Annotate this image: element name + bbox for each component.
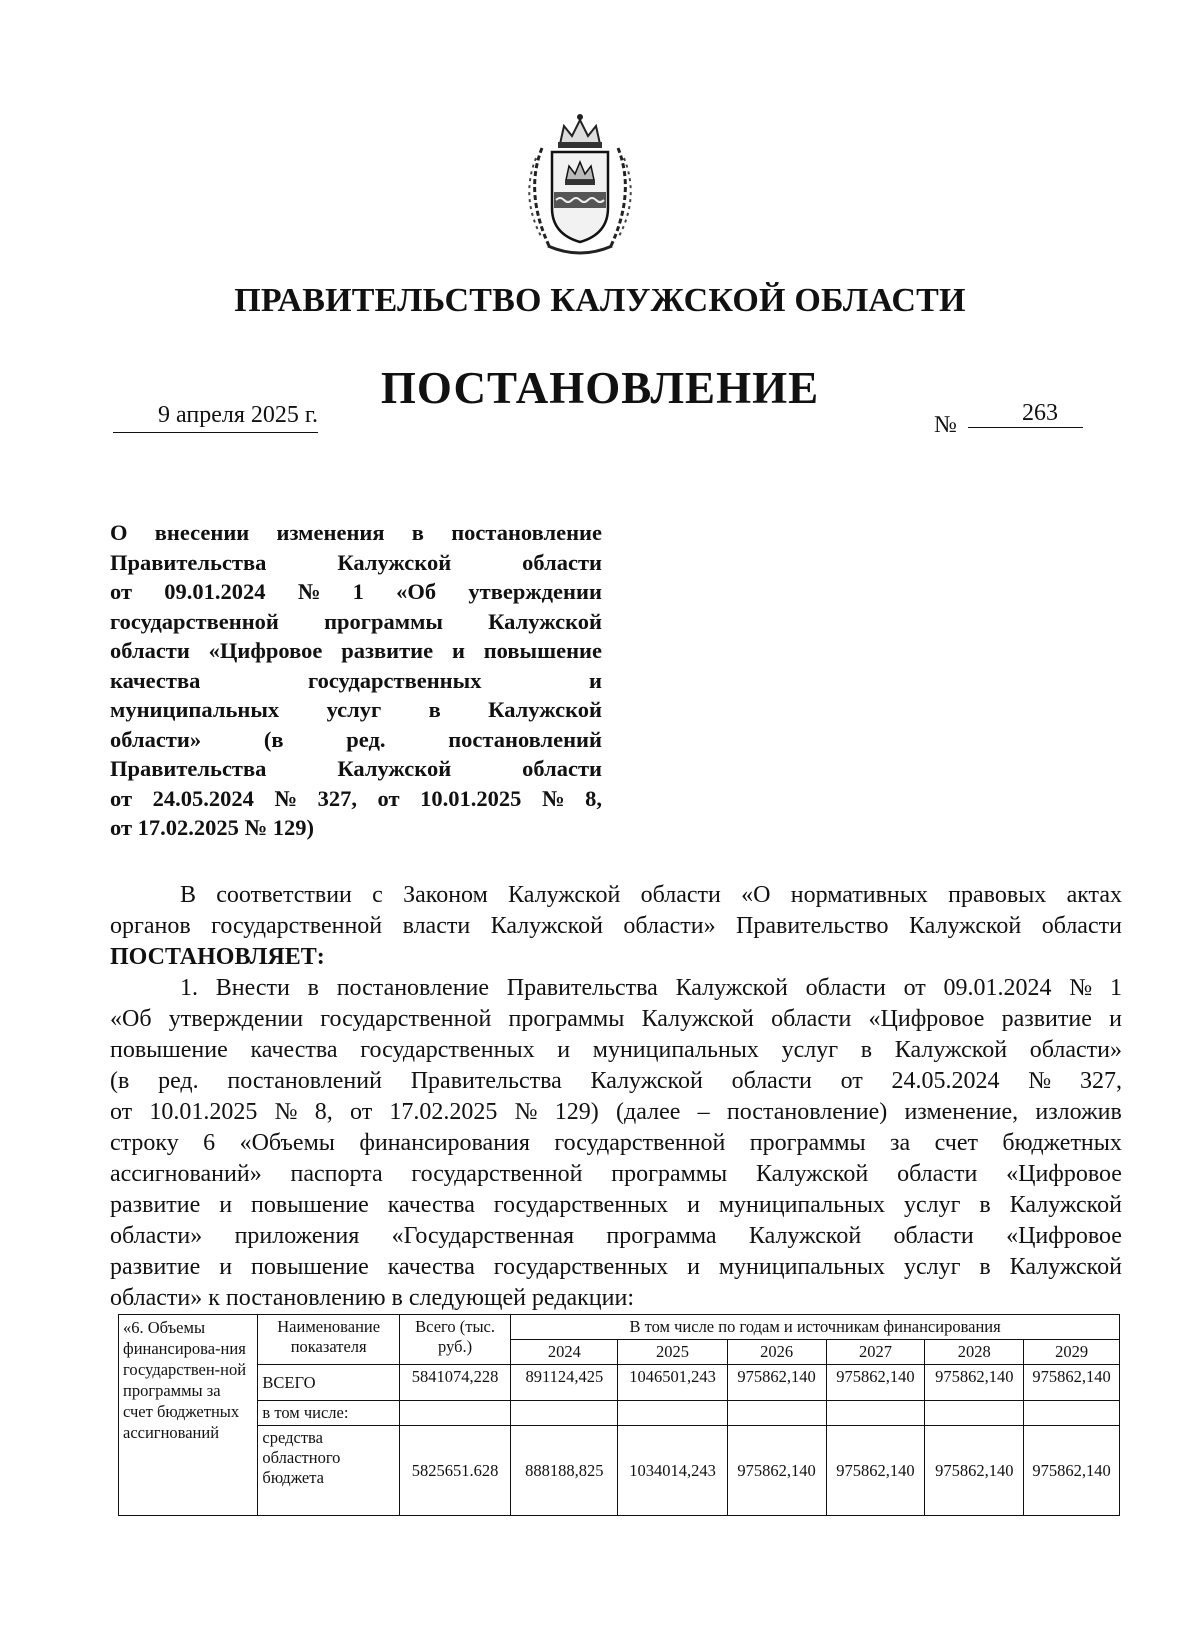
item-line: развитие и повышение качества государственных и муниципальных услуг в Калужской xyxy=(110,1254,1122,1280)
item-line: повышение качества государственных и муниципальных услуг в Калужской области» xyxy=(110,1037,1122,1063)
year-header: 2025 xyxy=(618,1340,727,1365)
coat-of-arms-emblem xyxy=(520,108,640,263)
year-value: 975862,140 xyxy=(826,1365,925,1401)
year-header: 2024 xyxy=(511,1340,618,1365)
row-label-cell: «6. Объемы финансирова-ния государствен-ной программы за счет бюджетных ассигнований xyxy=(119,1315,258,1516)
item-line: (в ред. постановлений Правительства Калужской области от 24.05.2024 № 327, xyxy=(110,1068,1122,1094)
item-line: 1. Внести в постановление Правительства Калужской области от 09.01.2024 № 1 xyxy=(180,975,1122,1001)
year-value: 1034014,243 xyxy=(618,1426,727,1516)
subject-line: качества государственных и xyxy=(110,667,602,693)
col-indicator-header: Наименование показателя xyxy=(258,1315,400,1365)
item-line: области» к постановлению в следующей редакции: xyxy=(110,1285,634,1311)
financing-table xyxy=(118,1314,1120,1516)
subject-line: О внесении изменения в постановление xyxy=(110,520,602,545)
decree-word: ПОСТАНОВЛЯЕТ: xyxy=(110,944,325,970)
government-title: ПРАВИТЕЛЬСТВО КАЛУЖСКОЙ ОБЛАСТИ xyxy=(234,282,966,319)
year-value: 975862,140 xyxy=(1024,1426,1120,1516)
indicator-name: в том числе: xyxy=(258,1401,400,1426)
subject-line: области» (в ред. постановлений xyxy=(110,726,602,752)
total-value: 5841074,228 xyxy=(399,1365,510,1401)
year-value: 975862,140 xyxy=(1024,1365,1120,1401)
year-value xyxy=(1024,1401,1120,1426)
year-value: 975862,140 xyxy=(925,1365,1024,1401)
year-header: 2029 xyxy=(1024,1340,1120,1365)
table-row xyxy=(119,1365,1120,1401)
indicator-name: средства областного бюджета xyxy=(258,1426,400,1516)
indicator-name: ВСЕГО xyxy=(258,1365,400,1401)
year-value xyxy=(826,1401,925,1426)
number-label: № xyxy=(934,412,957,438)
table-header-row xyxy=(119,1315,1120,1340)
year-value: 891124,425 xyxy=(511,1365,618,1401)
year-header: 2026 xyxy=(727,1340,826,1365)
item-line: ассигнований» паспорта государственной программы Калужской области «Цифровое xyxy=(110,1161,1122,1187)
preamble-line: В соответствии с Законом Калужской области «О нормативных правовых актах xyxy=(180,882,1122,908)
table-row xyxy=(119,1401,1120,1426)
preamble-line: органов государственной власти Калужской области» Правительство Калужской области xyxy=(110,913,1122,939)
item-line: развитие и повышение качества государственных и муниципальных услуг в Калужской xyxy=(110,1192,1122,1218)
year-value xyxy=(727,1401,826,1426)
year-value: 975862,140 xyxy=(727,1365,826,1401)
total-value xyxy=(399,1401,510,1426)
col-group-header: В том числе по годам и источникам финансирования xyxy=(511,1315,1120,1340)
document-date: 9 апреля 2025 г. xyxy=(113,402,318,433)
year-value: 975862,140 xyxy=(925,1426,1024,1516)
total-value: 5825651.628 xyxy=(399,1426,510,1516)
year-value xyxy=(925,1401,1024,1426)
kaluga-coat-of-arms-icon xyxy=(520,108,640,263)
document-number: 263 xyxy=(1022,400,1058,426)
subject-line: государственной программы Калужской xyxy=(110,608,602,634)
year-value: 975862,140 xyxy=(727,1426,826,1516)
document-subject xyxy=(110,518,602,843)
year-value: 975862,140 xyxy=(826,1426,925,1516)
subject-line: муниципальных услуг в Калужской xyxy=(110,697,602,722)
year-value xyxy=(618,1401,727,1426)
year-header: 2027 xyxy=(826,1340,925,1365)
item-line: области» приложения «Государственная программа Калужской области «Цифровое xyxy=(110,1223,1122,1249)
year-value: 1046501,243 xyxy=(618,1365,727,1401)
col-total-header: Всего (тыс. руб.) xyxy=(399,1315,510,1365)
subject-line: от 24.05.2024 № 327, от 10.01.2025 № 8, xyxy=(110,785,602,811)
year-value xyxy=(511,1401,618,1426)
document-type-title: ПОСТАНОВЛЕНИЕ xyxy=(380,363,820,413)
subject-line: Правительства Калужской области xyxy=(110,756,602,781)
item-line: от 10.01.2025 № 8, от 17.02.2025 № 129) (далее – постановление) изменение, изложив xyxy=(110,1099,1122,1125)
table-row xyxy=(119,1426,1120,1516)
year-header: 2028 xyxy=(925,1340,1024,1365)
item-line: «Об утверждении государственной программы Калужской области «Цифровое развитие и xyxy=(110,1006,1122,1032)
subject-line: области «Цифровое развитие и повышение xyxy=(110,638,602,663)
subject-line: от 17.02.2025 № 129) xyxy=(110,815,314,840)
subject-line: Правительства Калужской области xyxy=(110,549,602,575)
subject-line: от 09.01.2024 № 1 «Об утверждении xyxy=(110,579,602,604)
number-underline xyxy=(968,427,1083,428)
year-value: 888188,825 xyxy=(511,1426,618,1516)
item-line: строку 6 «Объемы финансирования государственной программы за счет бюджетных xyxy=(110,1130,1122,1156)
document-body xyxy=(110,880,1122,1314)
